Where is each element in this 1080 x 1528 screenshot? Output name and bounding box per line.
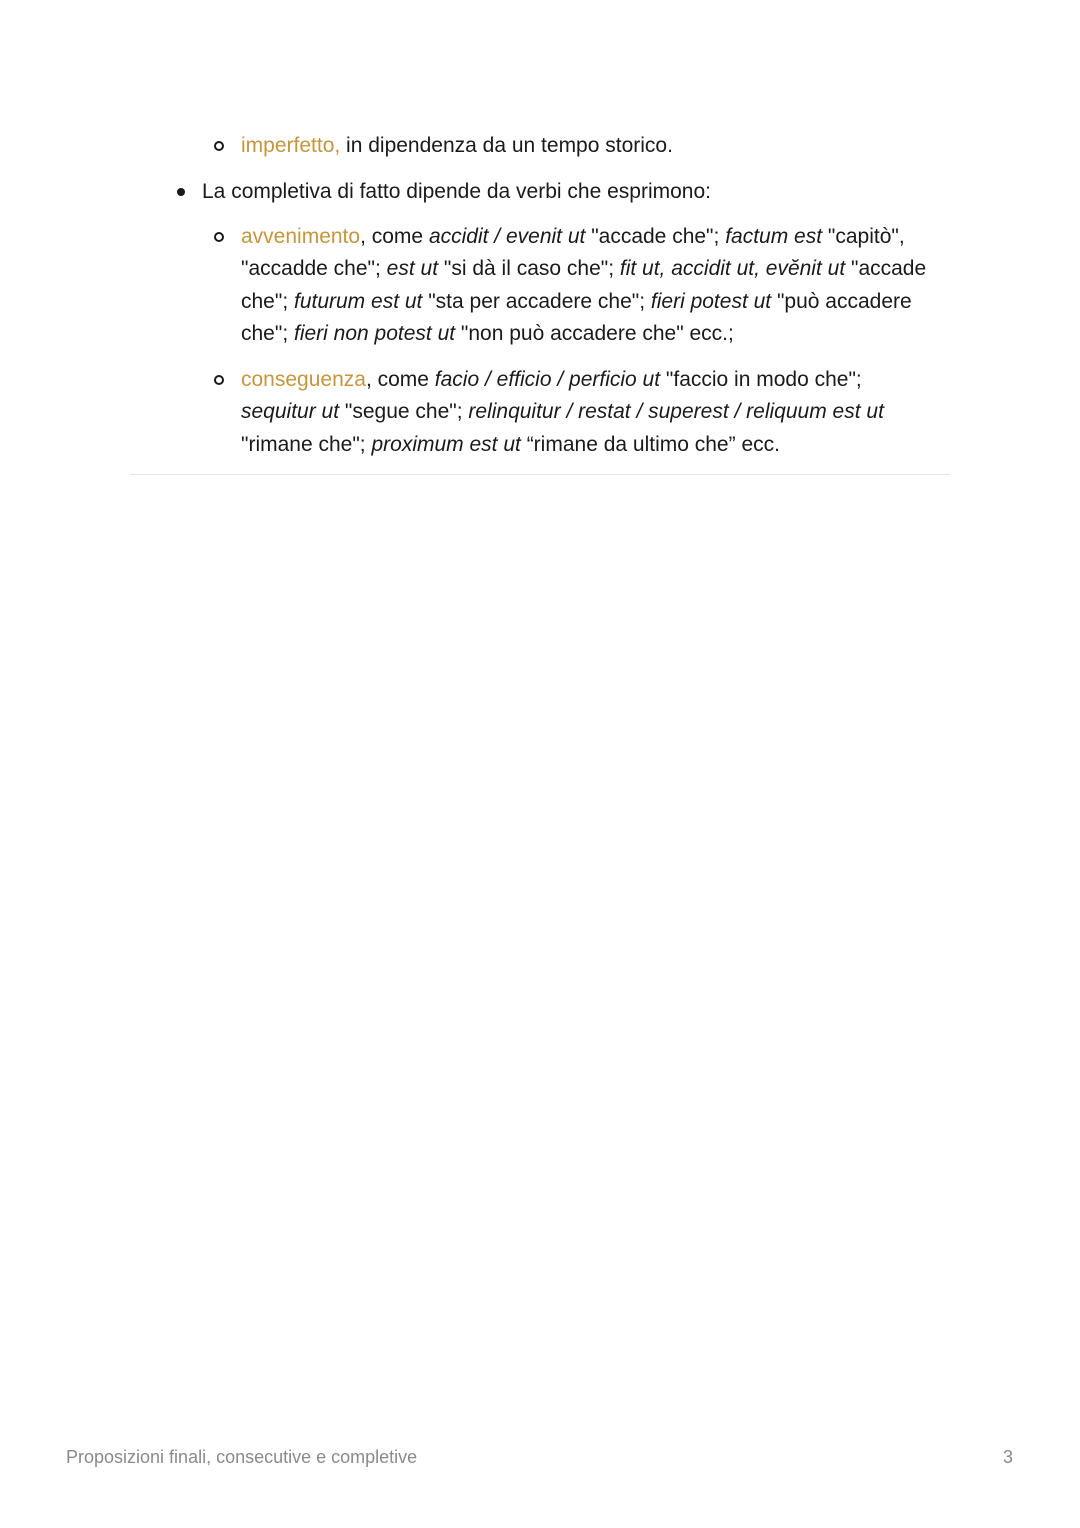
highlight-term: avvenimento	[241, 225, 361, 248]
section-divider	[130, 474, 950, 475]
text-line: che"; futurum est ut "sta per accadere che"; fieri potest ut "può accadere	[241, 290, 912, 313]
page-number: 3	[1003, 1447, 1014, 1467]
circle-bullet-icon	[214, 375, 224, 385]
text-line: che"; fieri non potest ut "non può accadere che" ecc.;	[241, 322, 734, 345]
list-item-completiva: La completiva di fatto dipende da verbi che esprimono:	[202, 180, 711, 203]
text-line: avvenimento, come accidit / evenit ut "accade che"; factum est "capitò",	[241, 225, 905, 248]
circle-bullet-icon	[214, 232, 224, 242]
disc-bullet-icon	[177, 188, 185, 196]
text-line: "accadde che"; est ut "si dà il caso che"; fit ut, accidit ut, evĕnit ut "accade	[241, 257, 927, 280]
text-line: conseguenza, come facio / efficio / perficio ut "faccio in modo che";	[241, 368, 862, 391]
footer-title: Proposizioni finali, consecutive e completive	[66, 1447, 418, 1467]
circle-bullet-icon	[214, 141, 224, 151]
text-line: sequitur ut "segue che"; relinquitur / restat / superest / reliquum est ut	[241, 400, 884, 423]
text-line: "rimane che"; proximum est ut “rimane da ultimo che” ecc.	[241, 433, 780, 456]
list-item-imperfetto: imperfetto, in dipendenza da un tempo storico.	[241, 134, 673, 157]
highlight-term: conseguenza	[241, 368, 366, 391]
highlight-term: imperfetto,	[241, 134, 341, 157]
